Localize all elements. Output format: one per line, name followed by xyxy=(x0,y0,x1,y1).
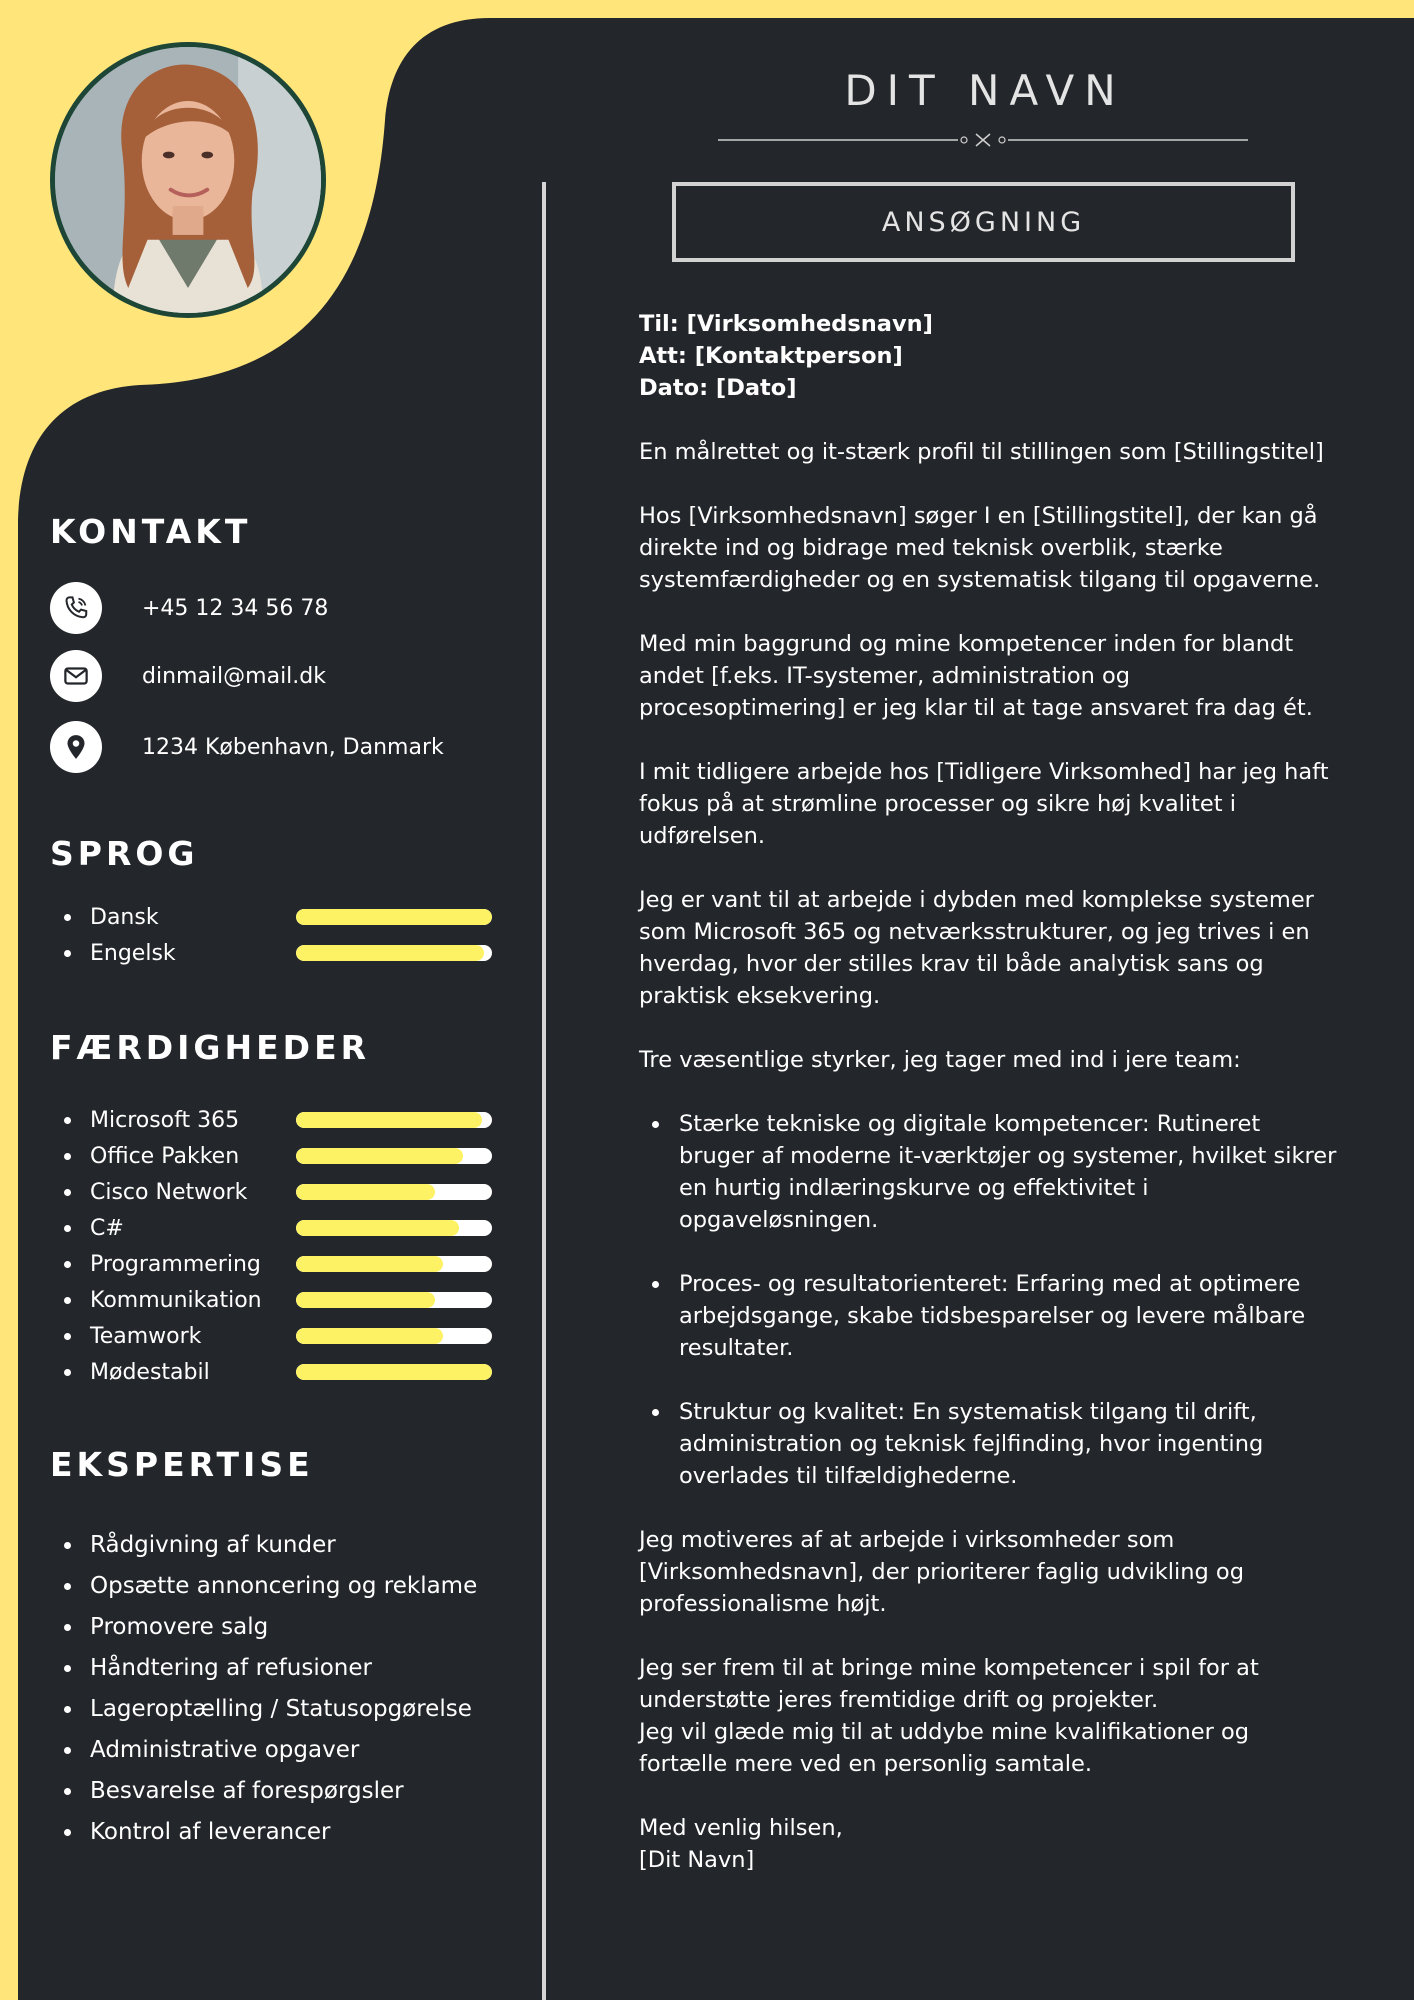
letter-paragraph-7: Jeg vil glæde mig til at uddybe mine kvalifikationer og fortælle mere ved en personlig samtale. xyxy=(639,1719,1250,1777)
contact-email xyxy=(50,650,326,702)
letter-intro: En målrettet og it-stærk profil til stillingen som [Stillingstitel] xyxy=(639,439,1324,465)
person-name: DIT NAVN xyxy=(844,66,1126,115)
skills-level-fill xyxy=(296,1328,443,1344)
letter-paragraph-2: Med min baggrund og mine kompetencer inden for blandt andet [f.eks. IT-systemer, administration og procesoptimering] er jeg klar til at tage ansvaret fra dag ét. xyxy=(639,631,1313,721)
letter-date: Dato: [Dato] xyxy=(639,375,797,401)
letter-paragraph-1: Hos [Virksomhedsnavn] søger I en [Stillingstitel], der kan gå direkte ind og bidrage med teknisk overblik, stærke systemfærdigheder og en systematisk tilgang til opgaverne. xyxy=(639,503,1321,593)
contact-phone xyxy=(50,582,329,634)
skills-level-bar xyxy=(296,1364,492,1380)
strength-item: Struktur og kvalitet: En systematisk tilgang til drift, administration og teknisk fejlfinding, hvor ingenting overlades til tilfældighederne. xyxy=(639,1396,1339,1492)
skills-label: Microsoft 365 xyxy=(90,1107,240,1133)
letter-to: Til: [Virksomhedsnavn] xyxy=(639,311,933,337)
email-address[interactable]: dinmail@mail.dk xyxy=(142,663,326,689)
skills-level-fill xyxy=(296,1184,435,1200)
skills-label: C# xyxy=(90,1215,124,1241)
skills-level-bar xyxy=(296,1112,492,1128)
location-pin-icon xyxy=(50,721,102,773)
expertise-label: Håndtering af refusioner xyxy=(90,1654,372,1681)
letter-attn: Att: [Kontaktperson] xyxy=(639,343,903,369)
skills-label: Programmering xyxy=(90,1251,261,1277)
phone-icon xyxy=(50,582,102,634)
skills-level-bar xyxy=(296,1184,492,1200)
skills-level-fill xyxy=(296,1220,459,1236)
expertise-label: Promovere salg xyxy=(90,1613,269,1640)
skills-label: Cisco Network xyxy=(90,1179,248,1205)
expertise-label: Lageroptælling / Statusopgørelse xyxy=(90,1695,472,1722)
column-divider xyxy=(542,182,546,2000)
languages-level-bar xyxy=(296,945,492,961)
skills-level-fill xyxy=(296,1112,482,1128)
skills-label: Mødestabil xyxy=(90,1359,210,1385)
contact-location xyxy=(50,721,444,773)
skills-level-fill xyxy=(296,1364,492,1380)
letter-paragraph-3: I mit tidligere arbejde hos [Tidligere Virksomhed] har jeg haft fokus på at strømline processer og sikre høj kvalitet i udførelsen. xyxy=(639,759,1329,849)
document-type-label: ANSØGNING xyxy=(881,206,1086,238)
skills-level-fill xyxy=(296,1292,435,1308)
skills-level-bar xyxy=(296,1148,492,1164)
contact-section-title: KONTAKT xyxy=(50,512,252,551)
address: 1234 København, Danmark xyxy=(142,734,444,760)
skills-level-bar xyxy=(296,1292,492,1308)
document-type-box xyxy=(672,182,1295,262)
languages-label: Engelsk xyxy=(90,940,176,966)
languages-section-title: SPROG xyxy=(50,834,199,873)
skills-level-bar xyxy=(296,1328,492,1344)
expertise-label: Kontrol af leverancer xyxy=(90,1818,331,1845)
languages-level-fill xyxy=(296,945,484,961)
skills-label: Kommunikation xyxy=(90,1287,262,1313)
letter-closing: Med venlig hilsen, xyxy=(639,1815,843,1841)
ornament-divider xyxy=(718,128,1248,152)
skills-level-fill xyxy=(296,1256,443,1272)
languages-level-fill xyxy=(296,909,492,925)
languages-label: Dansk xyxy=(90,904,159,930)
expertise-label: Besvarelse af forespørgsler xyxy=(90,1777,404,1804)
expertise-label: Administrative opgaver xyxy=(90,1736,360,1763)
expertise-label: Rådgivning af kunder xyxy=(90,1531,336,1558)
expertise-section-title: EKSPERTISE xyxy=(50,1445,314,1484)
portrait-image xyxy=(55,47,321,313)
strengths-list xyxy=(639,1108,1339,1492)
skills-section-title: FÆRDIGHEDER xyxy=(50,1028,371,1067)
phone-number[interactable]: +45 12 34 56 78 xyxy=(142,595,329,621)
letter-paragraph-5: Jeg motiveres af at arbejde i virksomheder som [Virksomhedsnavn], der prioriterer faglig udvikling og professionalisme højt. xyxy=(639,1527,1244,1617)
strengths-intro: Tre væsentlige styrker, jeg tager med ind i jere team: xyxy=(639,1047,1241,1073)
skills-level-bar xyxy=(296,1256,492,1272)
skills-level-bar xyxy=(296,1220,492,1236)
mail-icon xyxy=(50,650,102,702)
letter-body xyxy=(639,308,1339,1876)
expertise-label: Opsætte annoncering og reklame xyxy=(90,1572,478,1599)
strength-item: Proces- og resultatorienteret: Erfaring med at optimere arbejdsgange, skabe tidsbesparelser og levere målbare resultater. xyxy=(639,1268,1339,1364)
skills-label: Teamwork xyxy=(90,1323,202,1349)
letter-paragraph-4: Jeg er vant til at arbejde i dybden med komplekse systemer som Microsoft 365 og netværksstrukturer, og jeg trives i en hverdag, hvor der stilles krav til både analytisk sans og praktisk eksekvering. xyxy=(639,887,1314,1009)
skills-label: Office Pakken xyxy=(90,1143,240,1169)
languages-level-bar xyxy=(296,909,492,925)
strength-item: Stærke tekniske og digitale kompetencer: Rutineret bruger af moderne it-værktøjer og systemer, hvilket sikrer en hurtig indlæringskurve og effektivitet i opgaveløsningen. xyxy=(639,1108,1339,1236)
letter-signature: [Dit Navn] xyxy=(639,1847,755,1873)
letter-paragraph-6: Jeg ser frem til at bringe mine kompetencer i spil for at understøtte jeres fremtidige drift og projekter. xyxy=(639,1655,1259,1713)
skills-level-fill xyxy=(296,1148,463,1164)
profile-photo xyxy=(50,42,326,318)
